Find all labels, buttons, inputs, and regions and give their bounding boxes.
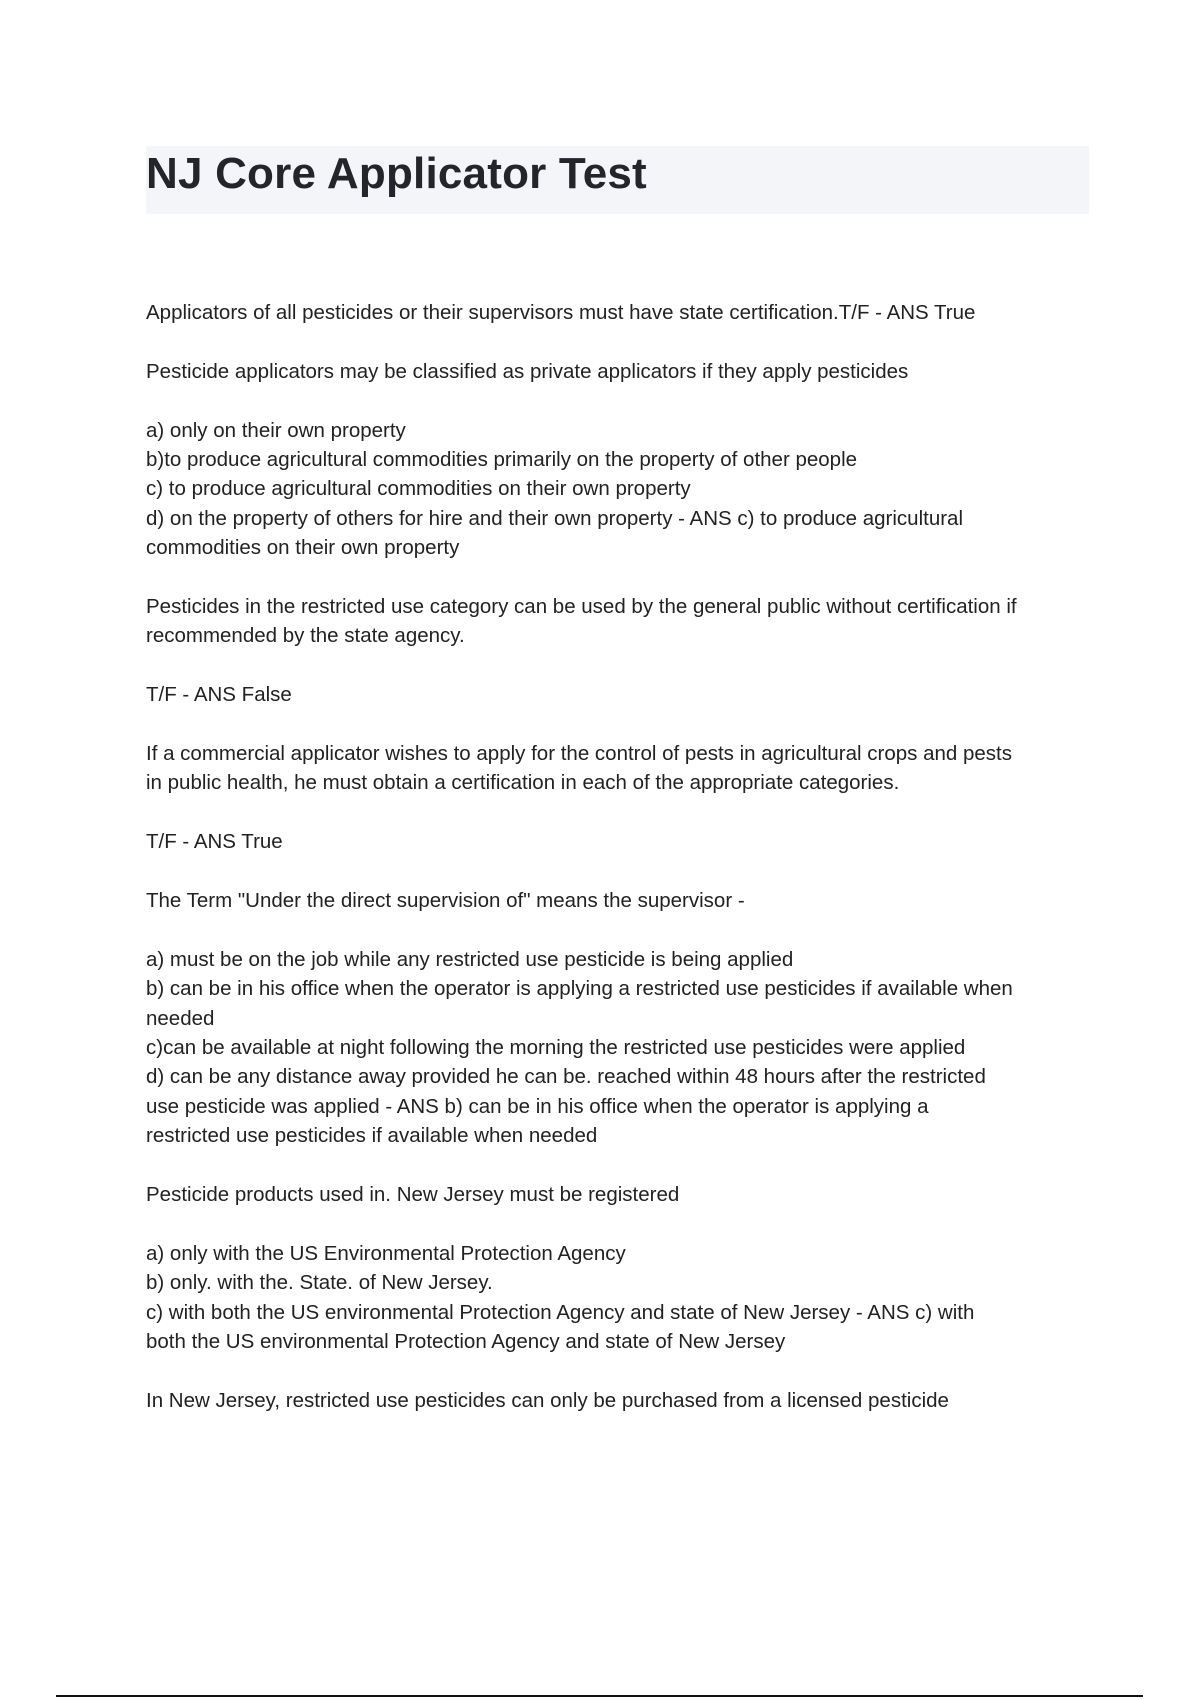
answer-line xyxy=(146,680,1091,709)
text-line: c) to produce agricultural commodities on their own property xyxy=(146,477,691,501)
answer-options xyxy=(146,416,1091,563)
question-statement xyxy=(146,1180,1091,1209)
text-line: commodities on their own property xyxy=(146,536,460,560)
text-line: c)can be available at night following the morning the restricted use pesticides were applied xyxy=(146,1036,966,1060)
footer-divider xyxy=(56,1695,1143,1697)
text-line: restricted use pesticides if available when needed xyxy=(146,1124,598,1148)
text-line: a) only on their own property xyxy=(146,418,406,442)
question-statement xyxy=(146,1386,1091,1415)
text-line: c) with both the US environmental Protection Agency and state of New Jersey - ANS c) with xyxy=(146,1300,975,1324)
text-line: in public health, he must obtain a certification in each of the appropriate categories. xyxy=(146,771,900,795)
text-line: In New Jersey, restricted use pesticides can only be purchased from a licensed pesticide xyxy=(146,1388,949,1412)
text-line: recommended by the state agency. xyxy=(146,624,465,648)
text-line: d) can be any distance away provided he can be. reached within 48 hours after the restricted xyxy=(146,1065,986,1089)
page-title: NJ Core Applicator Test xyxy=(146,149,647,198)
text-line: T/F - ANS True xyxy=(146,830,283,854)
text-line: both the US environmental Protection Agency and state of New Jersey xyxy=(146,1330,786,1354)
answer-options xyxy=(146,945,1091,1151)
text-line: T/F - ANS False xyxy=(146,683,292,707)
text-line: needed xyxy=(146,1006,215,1030)
question-statement xyxy=(146,739,1091,798)
answer-line xyxy=(146,827,1091,856)
question-statement xyxy=(146,298,1091,327)
text-line: d) on the property of others for hire and their own property - ANS c) to produce agricultural xyxy=(146,506,963,530)
text-line: b)to produce agricultural commodities primarily on the property of other people xyxy=(146,448,858,471)
text-line: use pesticide was applied - ANS b) can be in his office when the operator is applying a xyxy=(146,1094,929,1118)
text-line: a) only with the US Environmental Protection Agency xyxy=(146,1241,626,1265)
text-line: If a commercial applicator wishes to apply for the control of pests in agricultural crops and pests xyxy=(146,742,1012,766)
text-line: a) must be on the job while any restricted use pesticide is being applied xyxy=(146,947,794,971)
text-line: Pesticides in the restricted use category can be used by the general public without certification if xyxy=(146,595,1017,619)
text-line: The Term "Under the direct supervision of" means the supervisor - xyxy=(146,889,745,913)
answer-options xyxy=(146,1239,1091,1357)
text-line: Applicators of all pesticides or their supervisors must have state certification.T/F - ANS True xyxy=(146,301,976,324)
question-statement xyxy=(146,886,1091,915)
question-statement xyxy=(146,357,1091,386)
document-body xyxy=(146,298,1091,1445)
text-line: b) can be in his office when the operator is applying a restricted use pesticides if available when xyxy=(146,977,1013,1001)
question-statement xyxy=(146,592,1091,651)
text-line: Pesticide applicators may be classified as private applicators if they apply pesticides xyxy=(146,359,909,383)
text-line: Pesticide products used in. New Jersey must be registered xyxy=(146,1183,680,1207)
text-line: b) only. with the. State. of New Jersey. xyxy=(146,1271,493,1295)
